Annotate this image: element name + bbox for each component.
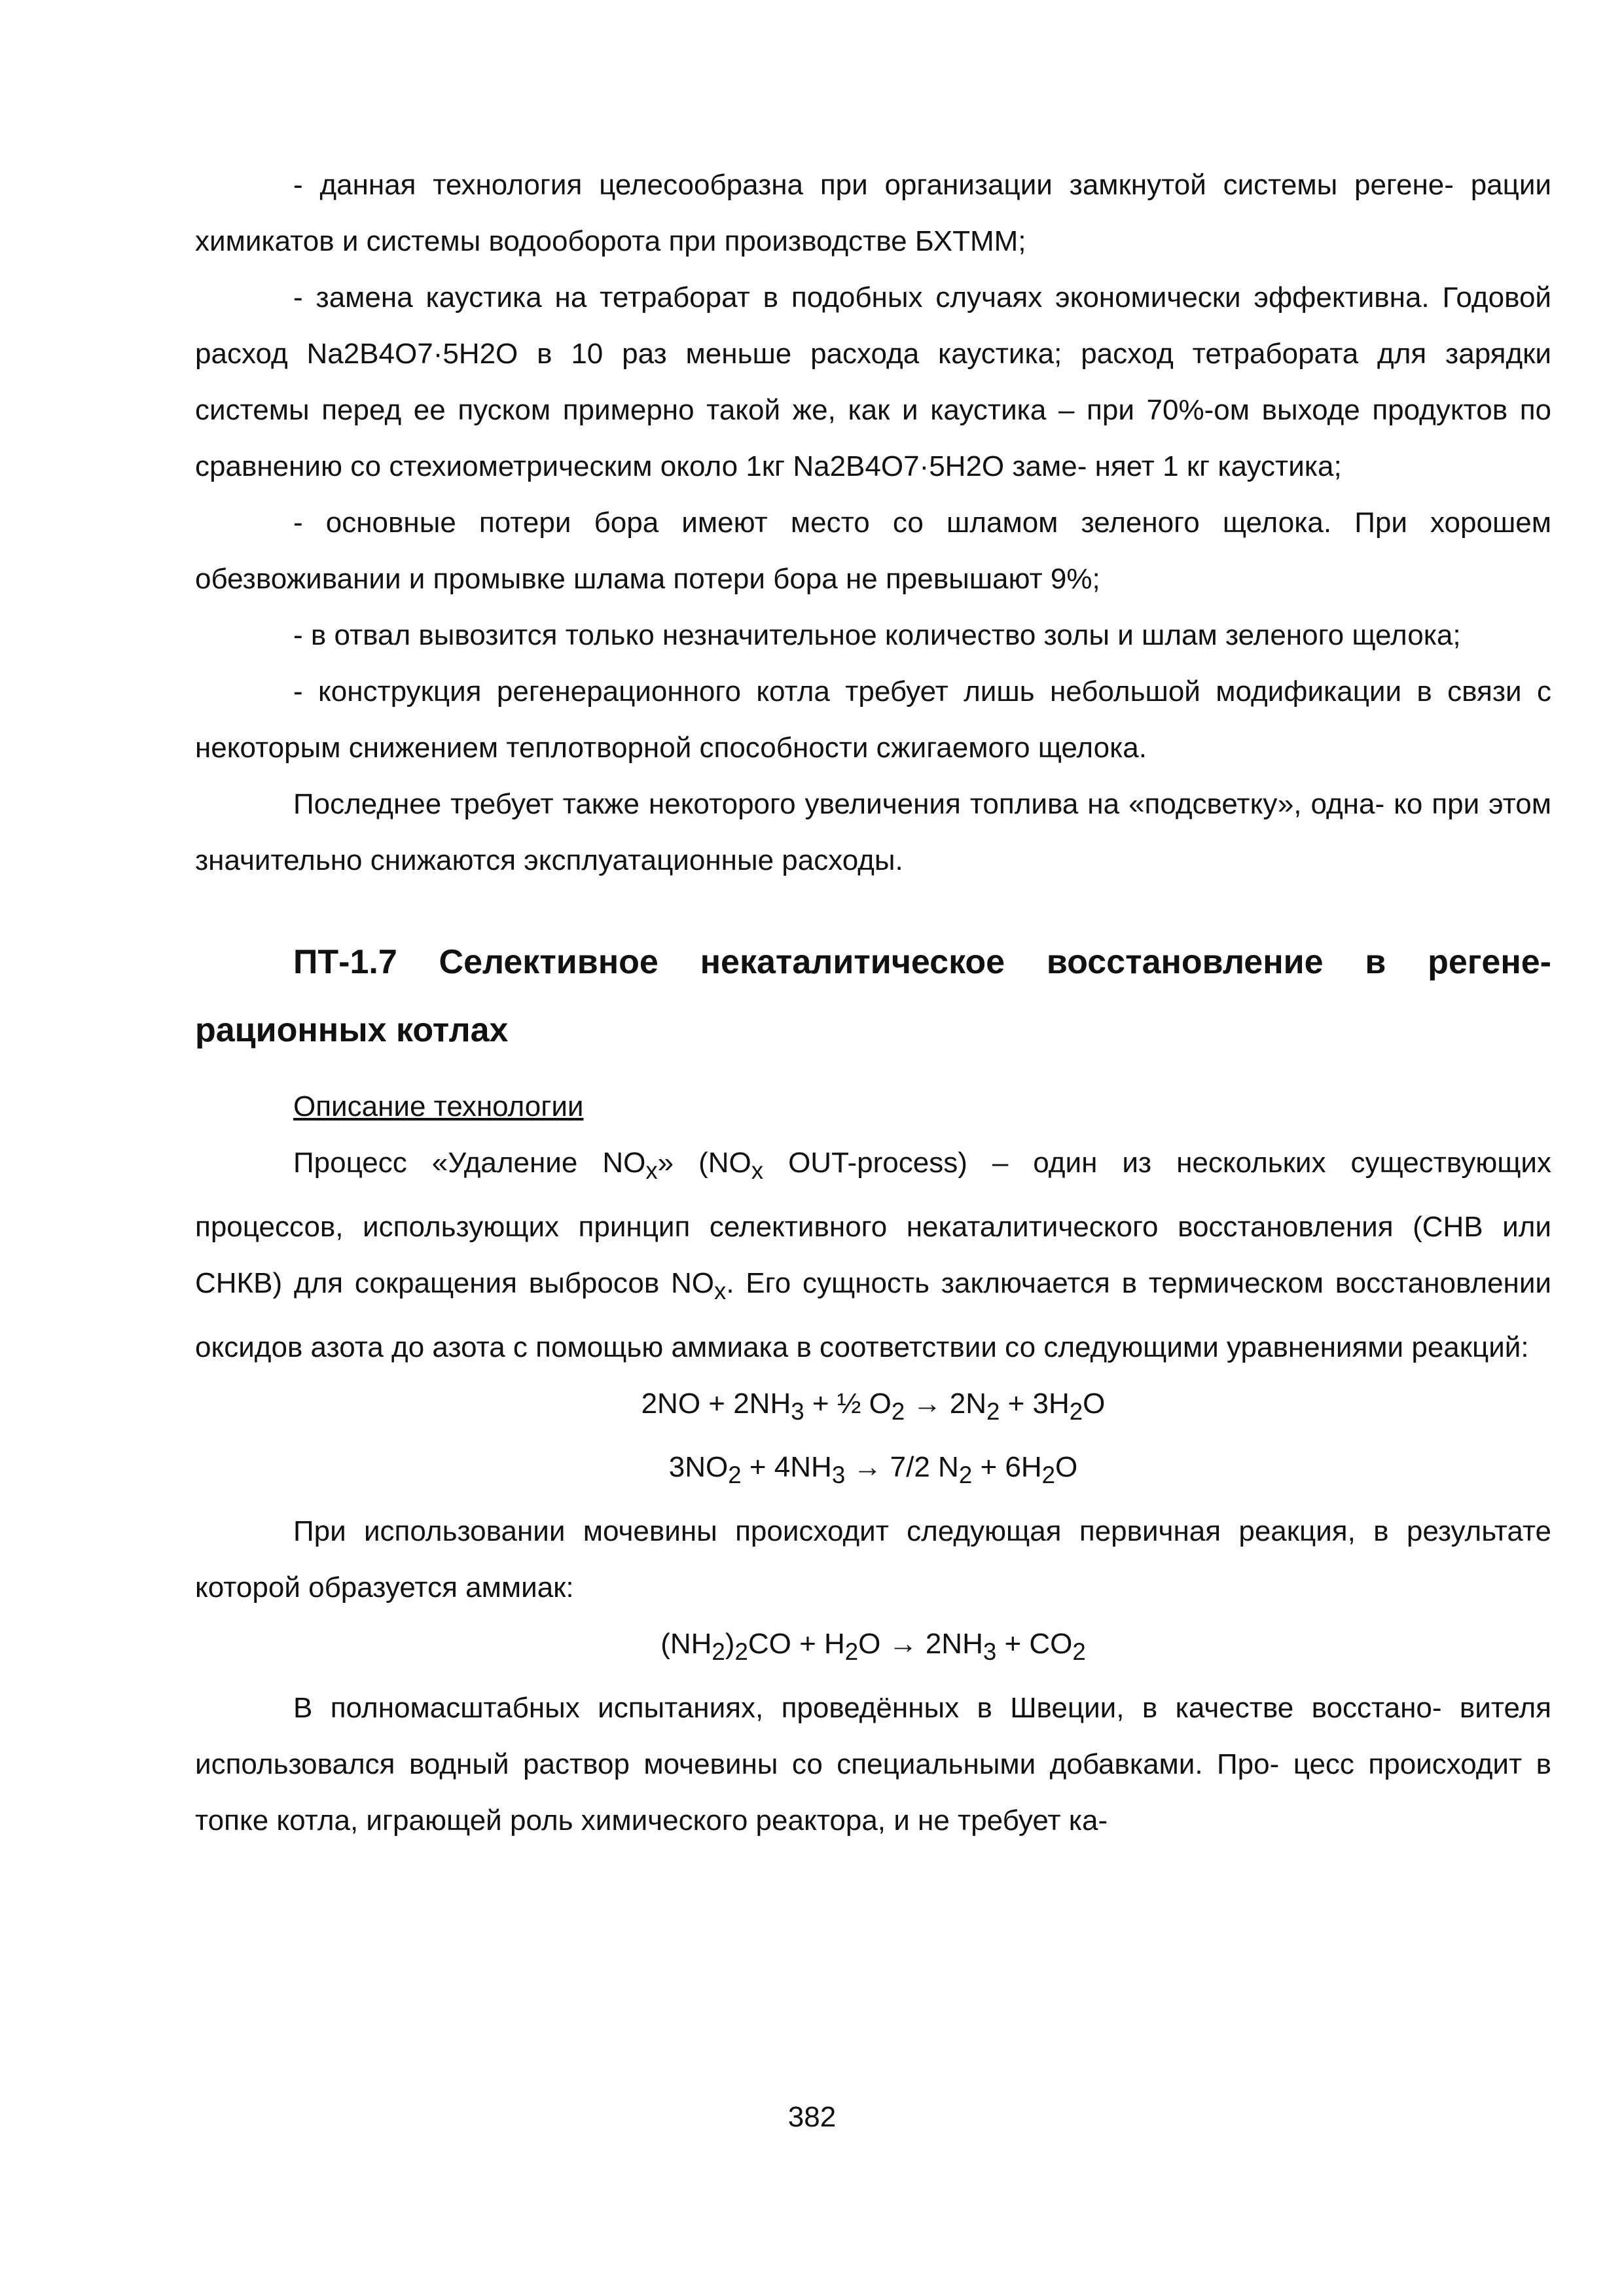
subheading-technology-description (195, 1079, 1551, 1135)
reaction-equation-urea: $(NH_2)_2CO + H_2O \to 2NH_3 + CO_2$ (660, 1628, 1086, 1665)
subheading-text: Описание технологии (293, 1090, 584, 1122)
reaction-equation-2: $3NO_2 + 4NH_3 \to 7/2$ $N_2 + 6H_2O$ (668, 1451, 1078, 1489)
page-content (195, 157, 1551, 1849)
section-heading: ПТ-1.7 Селективное некаталитическое восстановление в регене- рационных котлах (195, 943, 1551, 1049)
paragraph-boron-losses: - основные потери бора имеют место со шламом зеленого щелока. При хорошем обезвоживании и промывке шлама потери бора не превышают 9%; (195, 507, 1551, 595)
paragraph-urea: При использовании мочевины происходит следующая первичная реакция, в результате которой образуется аммиак: (195, 1515, 1551, 1604)
paragraph-boiler-construction: - конструкция регенерационного котла требует лишь небольшой модификации в связи с некоторым снижением теплотворной способности сжигаемого щелока. (195, 675, 1551, 764)
paragraph-technology-closed-system: - данная технология целесообразна при организации замкнутой системы регене- рации химикатов и системы водооборота при производстве БХТММ; (195, 169, 1551, 257)
paragraph-sweden-tests: В полномасштабных испытаниях, проведённых в Швеции, в качестве восстано- вителя использовался водный раствор мочевины со специальными добавками. Про- цесс происходит в топке котла, играющей роль химического реактора, и не требует ка- (195, 1691, 1551, 1837)
paragraph-nox-process: Процесс «Удаление $NO_x$» ($NO_x$ OUT-process) – один из нескольких существующих процессов, использующих принцип селективного некаталитического восстановления (СНВ или СНКВ) для сокращения выбросов $NO_x$. Его сущность заключается в термическом восстановлении оксидов азота до азота с помощью аммиака в соответствии со следующими уравнениями реакций: (195, 1147, 1551, 1363)
paragraph-fuel-increase: Последнее требует также некоторого увеличения топлива на «подсветку», одна- ко при этом значительно снижаются эксплуатационные расходы. (195, 788, 1551, 876)
page-number: 382 (787, 2101, 837, 2133)
paragraph-dump-ash: - в отвал вывозится только незначительное количество золы и шлам зеленого щелока; (293, 619, 1461, 651)
paragraph-caustic-replacement: - замена каустика на тетраборат в подобных случаях экономически эффективна. Годовой расход Na2B4O7·5H2O в 10 раз меньше расхода каустика; расход тетрабората для зарядки системы перед ее пуском примерно такой же, как и каустика – при 70%-ом выходе продуктов по сравнению со стехиометрическим около 1кг Na2B4O7·5H2O заме- няет 1 кг каустика; (195, 281, 1551, 482)
reaction-equation-1: $2NO + 2NH_3$ + ½ $O_2 \to 2N_2 + 3H_2O$ (641, 1387, 1106, 1425)
